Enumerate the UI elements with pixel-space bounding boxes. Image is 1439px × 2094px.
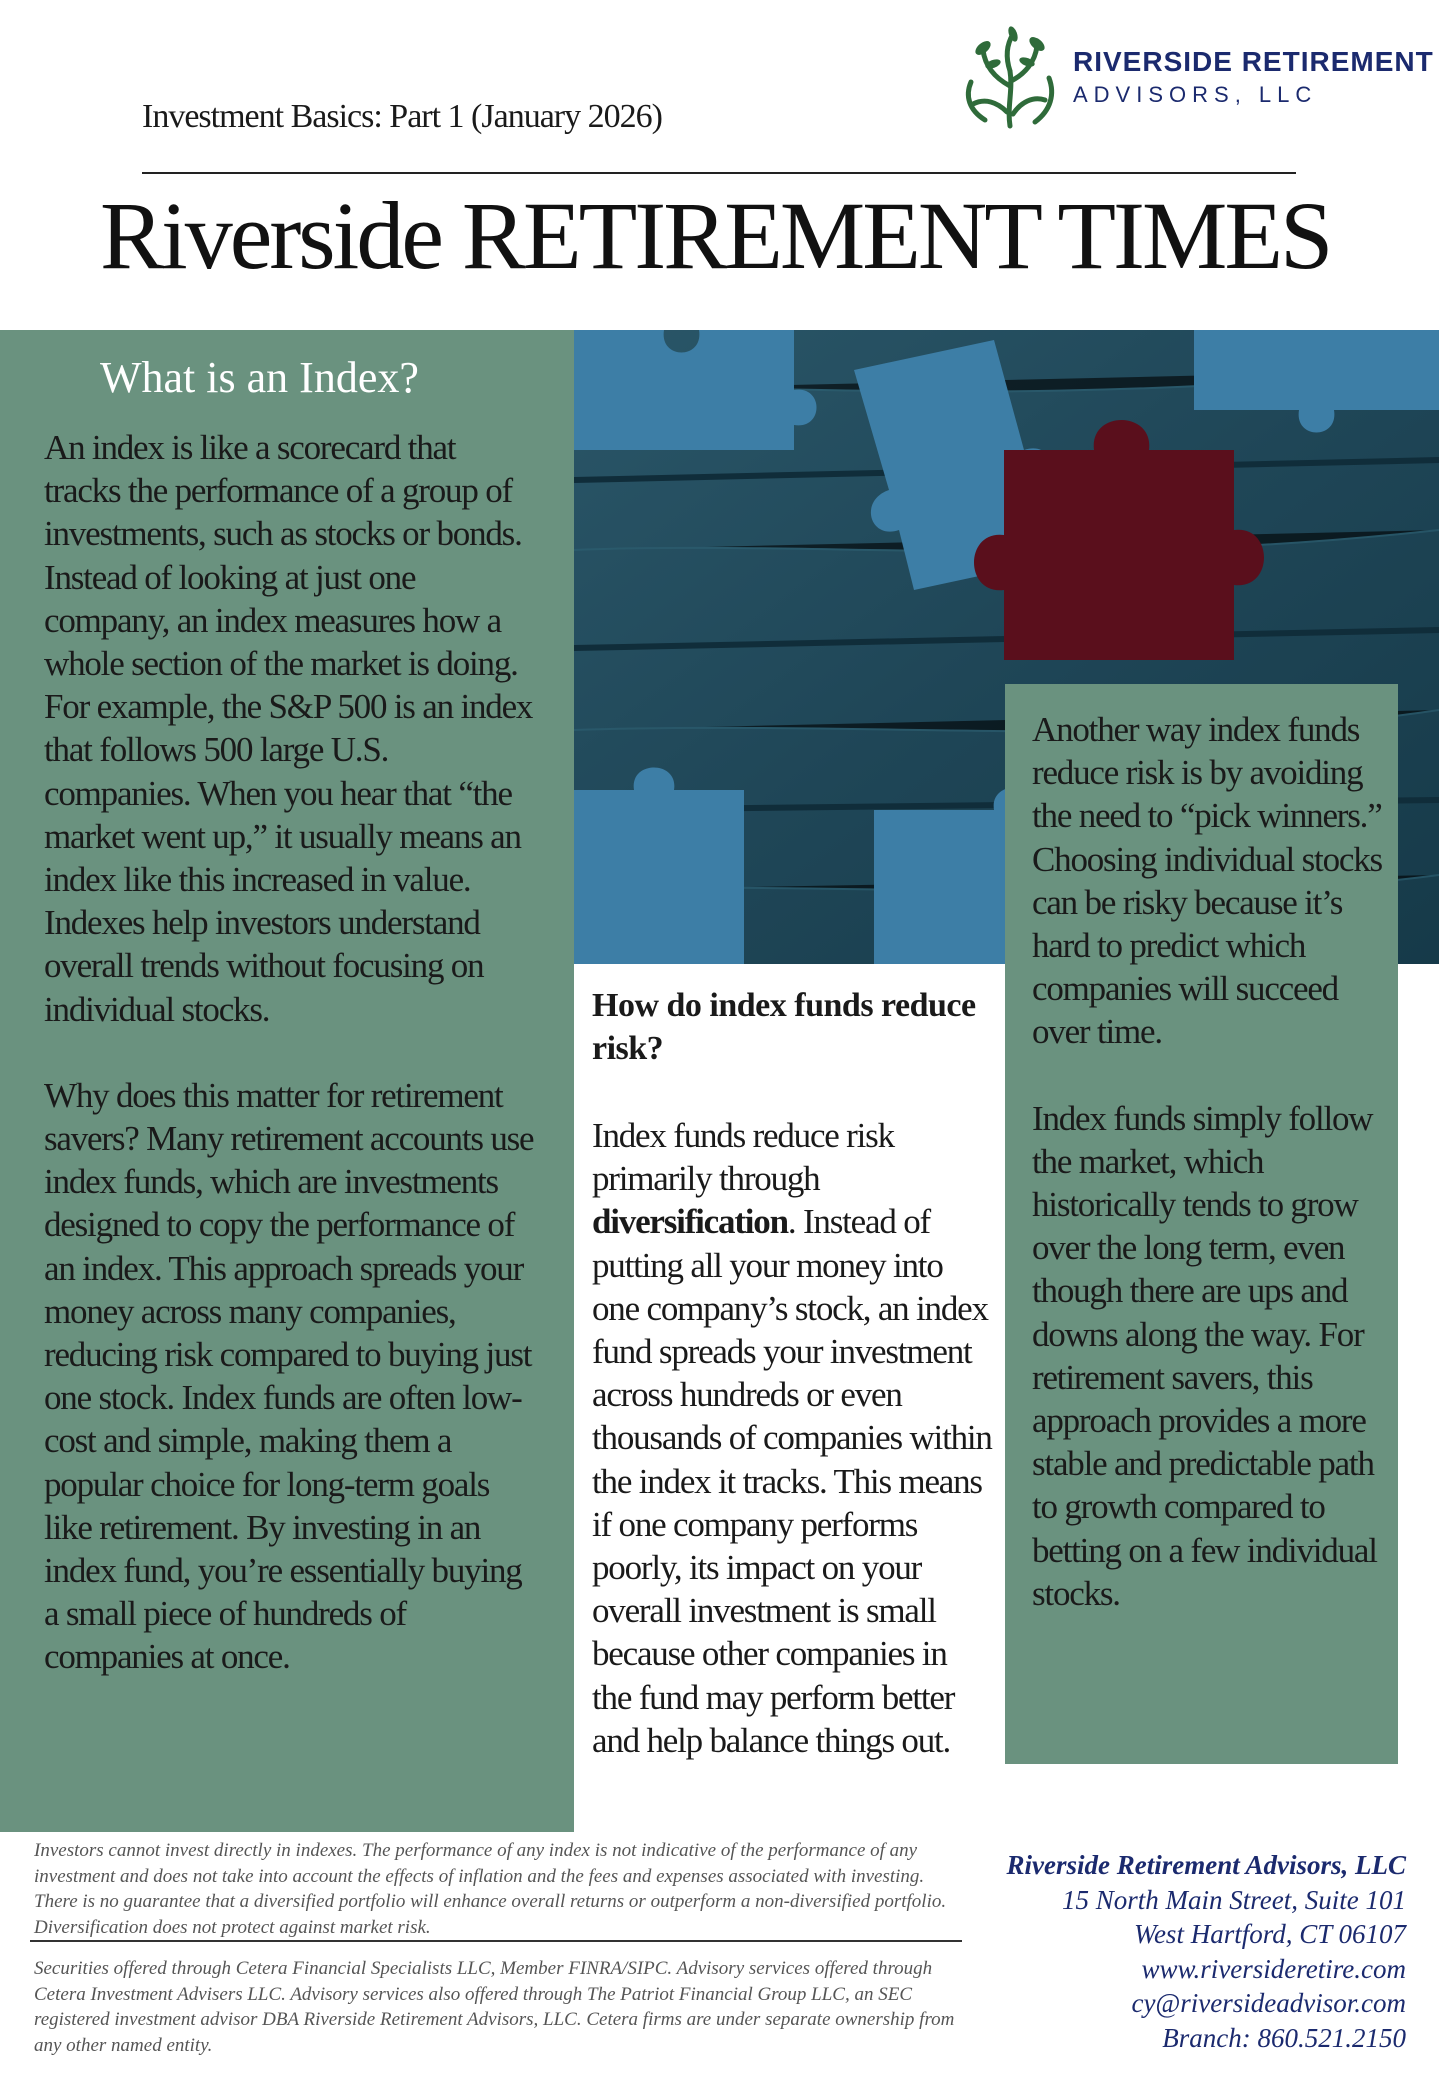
city-state-zip: West Hartford, CT 06107 bbox=[1133, 1919, 1406, 1949]
newsletter-title: Riverside RETIREMENT TIMES bbox=[100, 182, 1331, 289]
website-link[interactable]: www.riversideretire.com bbox=[1141, 1953, 1406, 1984]
street-address: 15 North Main Street, Suite 101 bbox=[1062, 1884, 1406, 1915]
paragraph-retirement-savers: Why does this matter for retirement savers? Many retirement accounts use index funds, which are investments designed to copy the performance of an index. This approach spreads your money across many companies, reducing risk compared to buying just one stock. Index funds are often low-cost and simple, making them a popular choice for long-term goals like retirement. By investing in an index fund, you’re essentially buying a small piece of hundreds of companies at once. bbox=[44, 1075, 534, 1677]
branch-phone: Branch: 860.521.2150 bbox=[1162, 2022, 1406, 2053]
risk-text-intro: Index funds reduce risk primarily through bbox=[592, 1116, 894, 1199]
risk-text-rest: . Instead of putting all your money into one company’s stock, an index fund spreads your investment across hundreds or even thousands of companies within the index it tracks. This means if one company performs poorly, its impact on your overall investment is small because other companies in the fund may perform better and help balance things out. bbox=[592, 1202, 992, 1760]
paragraph-pick-winners: Another way index funds reduce risk is by avoiding the need to “pick winners.” Choosing individual stocks can be risky because it’s hard to predict which companies will succeed over time. bbox=[1032, 710, 1382, 1052]
footer-rule bbox=[30, 1940, 962, 1942]
paragraph-index-definition: An index is like a scorecard that tracks the performance of a group of investments, such as stocks or bonds. Instead of looking at just one company, an index measures how a whole section of the market is doing. For example, the S&P 500 is an index that follows 500 large U.S. companies. When you hear that “the market went up,” it usually means an index like this increased in value. Indexes help investors understand overall trends without focusing on individual stocks. bbox=[44, 428, 533, 1029]
issue-kicker: Investment Basics: Part 1 (January 2026) bbox=[142, 98, 662, 135]
section-heading-index: What is an Index? bbox=[100, 353, 419, 402]
logo-text-secondary: ADVISORS, LLC bbox=[1073, 82, 1318, 107]
diversification-term: diversification bbox=[592, 1202, 788, 1242]
tree-logo-icon bbox=[955, 26, 1065, 136]
logo-text-primary: RIVERSIDE RETIREMENT bbox=[1073, 46, 1434, 77]
middle-column-body bbox=[592, 1114, 992, 1762]
header-rule bbox=[142, 172, 1296, 174]
email-link[interactable]: cy@riversideadvisor.com bbox=[1131, 1988, 1406, 2018]
right-column-body bbox=[1032, 708, 1382, 1658]
left-column-body bbox=[44, 426, 534, 1722]
section-heading-risk: How do index funds reduce risk? bbox=[592, 987, 976, 1067]
index-disclaimer: Investors cannot invest directly in indexes. The performance of any index is not indicative of the performance of any investment and does not take into account the effects of inflation and the fees and expenses associated with investing. There is no guarantee that a diversified portfolio will enhance overall returns or outperform a non-diversified portfolio. Diversification does not protect against market risk. bbox=[34, 1840, 947, 1938]
company-logo bbox=[955, 26, 1434, 136]
firm-address-block bbox=[940, 1848, 1406, 2055]
paragraph-follow-market: Index funds simply follow the market, which historically tends to grow over the long term, even though there are ups and downs along the way. For retirement savers, this approach provides a more stable and predictable path to growth compared to betting on a few individual stocks. bbox=[1032, 1098, 1377, 1613]
firm-name: Riverside Retirement Advisors, LLC bbox=[1006, 1850, 1406, 1880]
securities-disclaimer: Securities offered through Cetera Financial Specialists LLC, Member FINRA/SIPC. Advisory services offered through Cetera Investment Advisers LLC. Advisory services also offered through The Patriot Financial Group LLC, an SEC registered investment advisor DBA Riverside Retirement Advisors, LLC. Cetera firms are under separate ownership from any other named entity. bbox=[34, 1958, 955, 2056]
